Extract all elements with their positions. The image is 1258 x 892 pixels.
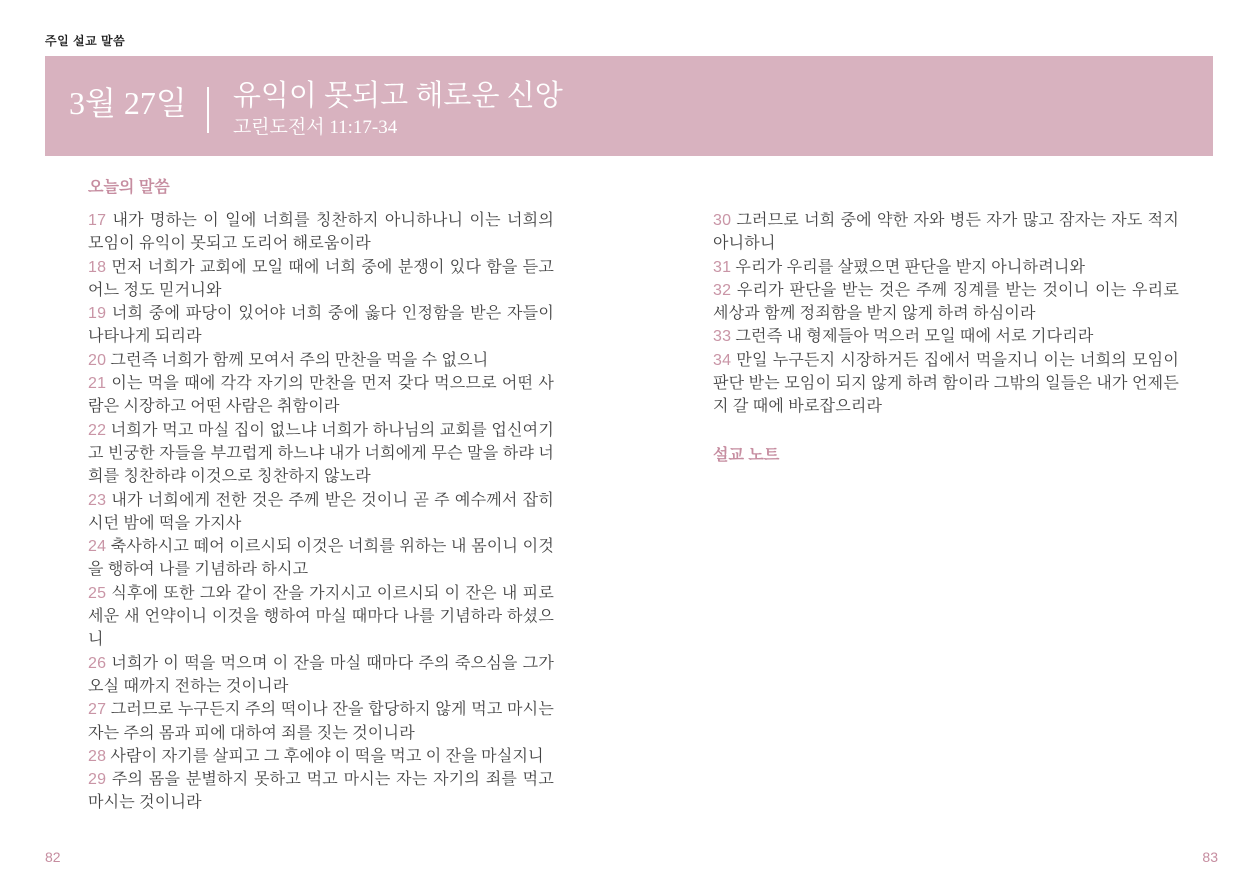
verse-number: 23 bbox=[88, 491, 107, 509]
verse-30 bbox=[713, 209, 1179, 256]
verse-text: 너희 중에 파당이 있어야 너희 중에 옳다 인정함을 받은 자들이 나타나게 되리라 bbox=[88, 305, 554, 346]
verse-text: 우리가 우리를 살폈으면 판단을 받지 아니하려니와 bbox=[731, 258, 1086, 276]
verse-number: 19 bbox=[88, 305, 107, 323]
verse-29 bbox=[88, 768, 554, 815]
verse-number: 20 bbox=[88, 351, 107, 369]
verse-number: 30 bbox=[713, 212, 732, 229]
title-banner bbox=[45, 56, 1213, 156]
sermon-title: 유익이 못되고 해로운 신앙 bbox=[232, 80, 563, 112]
verse-text: 그러므로 누구든지 주의 떡이나 잔을 합당하지 않게 먹고 마시는 자는 주의 몸과 피에 대하여 죄를 짓는 것이니라 bbox=[88, 701, 554, 742]
verse-text: 너희가 이 떡을 먹으며 이 잔을 마실 때마다 주의 죽으심을 그가 오실 때까지 전하는 것이니라 bbox=[88, 654, 554, 695]
verse-text: 우리가 판단을 받는 것은 주께 징계를 받는 것이니 이는 우리로 세상과 함께 정죄함을 받지 않게 하려 하심이라 bbox=[713, 281, 1179, 323]
verse-text: 내가 명하는 이 일에 너희를 칭찬하지 아니하나니 이는 너희의 모임이 유익이 못되고 도리어 해로움이라 bbox=[88, 212, 554, 253]
left-page-column bbox=[88, 178, 554, 815]
verse-text: 식후에 또한 그와 같이 잔을 가지시고 이르시되 이 잔은 내 피로 세운 새 언약이니 이것을 행하여 마실 때마다 나를 기념하라 하셨으니 bbox=[88, 584, 554, 649]
verse-number: 21 bbox=[88, 375, 107, 393]
verse-number: 26 bbox=[88, 654, 107, 672]
verse-text: 만일 누구든지 시장하거든 집에서 먹을지니 이는 너희의 모임이 판단 받는 모임이 되지 않게 하려 함이라 그밖의 일들은 내가 언제든지 갈 때에 바로잡으리라 bbox=[713, 351, 1179, 416]
sermon-notes-heading: 설교 노트 bbox=[713, 446, 780, 464]
verse-number: 32 bbox=[713, 281, 732, 299]
verse-number: 29 bbox=[88, 771, 107, 789]
verse-text: 너희가 먹고 마실 집이 없느냐 너희가 하나님의 교회를 업신여기고 빈궁한 자들을 부끄럽게 하느냐 내가 너희에게 무슨 말을 하랴 너희를 칭찬하랴 이것으로 칭찬하지 않노라 bbox=[88, 421, 554, 486]
verse-21 bbox=[88, 372, 554, 419]
right-page-column bbox=[713, 178, 1179, 466]
verse-number: 25 bbox=[88, 584, 107, 602]
verse-number: 18 bbox=[88, 258, 107, 276]
verse-27 bbox=[88, 698, 554, 745]
verse-text: 내가 너희에게 전한 것은 주께 받은 것이니 곧 주 예수께서 잡히시던 밤에 떡을 가지사 bbox=[88, 491, 554, 532]
verse-26 bbox=[88, 652, 554, 699]
verse-20 bbox=[88, 349, 554, 372]
sermon-date: 3월 27일 bbox=[69, 85, 187, 121]
verse-text: 사람이 자기를 살피고 그 후에야 이 떡을 먹고 이 잔을 마실지니 bbox=[106, 747, 544, 765]
banner-divider bbox=[207, 87, 209, 133]
scripture-reference: 고린도전서 11:17-34 bbox=[232, 116, 398, 138]
verse-text: 축사하시고 떼어 이르시되 이것은 너희를 위하는 내 몸이니 이것을 행하여 나를 기념하라 하시고 bbox=[88, 538, 554, 579]
verse-number: 33 bbox=[713, 328, 732, 346]
section-label: 주일 설교 말씀 bbox=[45, 34, 126, 48]
page-number-left: 82 bbox=[45, 849, 61, 865]
verse-number: 17 bbox=[88, 212, 107, 229]
verse-number: 27 bbox=[88, 701, 107, 719]
verse-24 bbox=[88, 535, 554, 582]
verse-23 bbox=[88, 489, 554, 536]
verse-text: 주의 몸을 분별하지 못하고 먹고 마시는 자는 자기의 죄를 먹고 마시는 것이니라 bbox=[88, 771, 554, 812]
verse-22 bbox=[88, 419, 554, 489]
verse-19 bbox=[88, 302, 554, 349]
verse-number: 24 bbox=[88, 538, 107, 556]
todays-word-heading: 오늘의 말씀 bbox=[88, 179, 170, 196]
verse-number: 22 bbox=[88, 421, 107, 439]
verse-33 bbox=[713, 325, 1179, 348]
verse-28 bbox=[88, 745, 554, 768]
verse-text: 그러므로 너희 중에 약한 자와 병든 자가 많고 잠자는 자도 적지 아니하니 bbox=[713, 212, 1179, 253]
verse-number: 34 bbox=[713, 351, 732, 369]
verse-list-right bbox=[713, 209, 1179, 419]
verse-number: 31 bbox=[713, 258, 732, 276]
verse-text: 먼저 너희가 교회에 모일 때에 너희 중에 분쟁이 있다 함을 듣고 어느 정도 믿거니와 bbox=[88, 258, 554, 299]
banner-title-block bbox=[233, 81, 563, 140]
verse-number: 28 bbox=[88, 747, 107, 765]
verse-32 bbox=[713, 279, 1179, 326]
verse-34 bbox=[713, 349, 1179, 419]
verse-31 bbox=[713, 256, 1179, 279]
verse-text: 그런즉 너희가 함께 모여서 주의 만찬을 먹을 수 없으니 bbox=[106, 351, 489, 369]
page-number-right: 83 bbox=[1202, 849, 1218, 865]
verse-18 bbox=[88, 256, 554, 303]
verse-text: 그런즉 내 형제들아 먹으러 모일 때에 서로 기다리라 bbox=[731, 328, 1094, 346]
verse-25 bbox=[88, 582, 554, 652]
verse-text: 이는 먹을 때에 각각 자기의 만찬을 먼저 갖다 먹으므로 어떤 사람은 시장하고 어떤 사람은 취함이라 bbox=[88, 375, 554, 416]
verse-list-left bbox=[88, 209, 554, 815]
verse-17 bbox=[88, 209, 554, 256]
